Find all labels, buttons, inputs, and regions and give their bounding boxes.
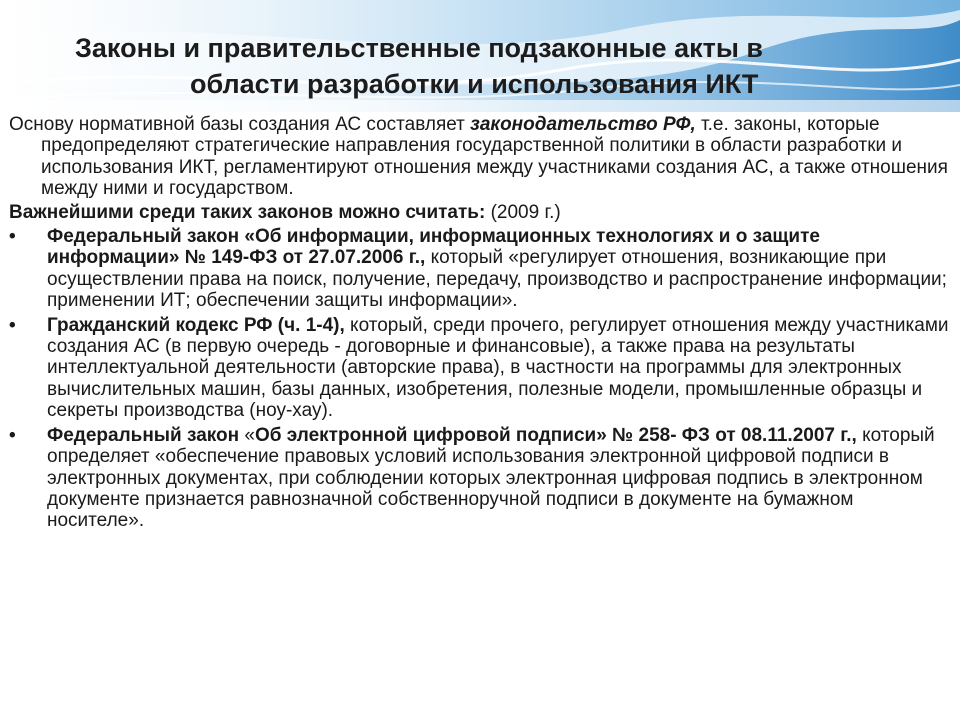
list-item-law-258 — [9, 425, 949, 532]
laws-heading-bold: Важнейшими среди таких законов можно считать: — [9, 201, 486, 223]
title-line-2: области разработки и использования ИКТ — [190, 69, 759, 99]
list-item-law-149 — [9, 226, 949, 312]
law-258-title-part-1: Федеральный закон — [47, 424, 240, 446]
law-149-text: который «регулирует отношения, возникающие при осуществлении права на поиск, получение, передачу, производство и распространение информации; применении ИТ; обеспечении защиты информации». — [47, 247, 947, 312]
law-149-title: Федеральный закон «Об информации, информационных технологиях и о защите информации» № 149-ФЗ от 27.07.2006 г., — [47, 226, 820, 269]
civil-code-title: Гражданский кодекс РФ (ч. 1-4), — [47, 314, 345, 336]
laws-heading — [9, 202, 949, 223]
civil-code-text: который, среди прочего, регулирует отношения между участниками создания АС (в первую очередь - договорные и финансовые), а также права на результаты интеллектуальной деятельности (авторские права), в частности на программы для электронных вычислительных машин, базы данных, изобретения, полезные модели, промышленные образцы и секреты производства (ноу-хау). — [47, 314, 949, 422]
intro-text-2: т.е. законы, которые предопределяют стратегические направления государственной политики в области разработки и использования ИКТ, регламентируют отношения между участниками создания АС, а также отношения между ними и государством. — [41, 114, 948, 200]
laws-heading-year: (2009 г.) — [485, 201, 561, 223]
bullet-icon: • — [9, 424, 16, 446]
bullet-icon: • — [9, 314, 16, 336]
bullet-icon: • — [9, 226, 16, 248]
intro-paragraph — [9, 114, 949, 200]
law-258-quote: « — [239, 424, 255, 446]
slide-title — [0, 30, 960, 102]
title-line-1: Законы и правительственные подзаконные акты в — [75, 33, 763, 63]
intro-emphasis: законодательство РФ, — [470, 114, 696, 135]
list-item-civil-code — [9, 315, 949, 422]
law-258-title-part-2: Об электронной цифровой подписи» № 258- ФЗ от 08.11.2007 г., — [254, 424, 857, 446]
intro-text-1: Основу нормативной базы создания АС составляет — [9, 114, 471, 135]
law-258-text: который определяет «обеспечение правовых условий использования электронной цифровой подписи в электронных документах, при соблюдении которых электронная цифровая подпись в электронном документе признается равнозначной собственноручной подписи в документе на бумажном носителе». — [47, 424, 935, 532]
slide-body — [9, 114, 949, 535]
